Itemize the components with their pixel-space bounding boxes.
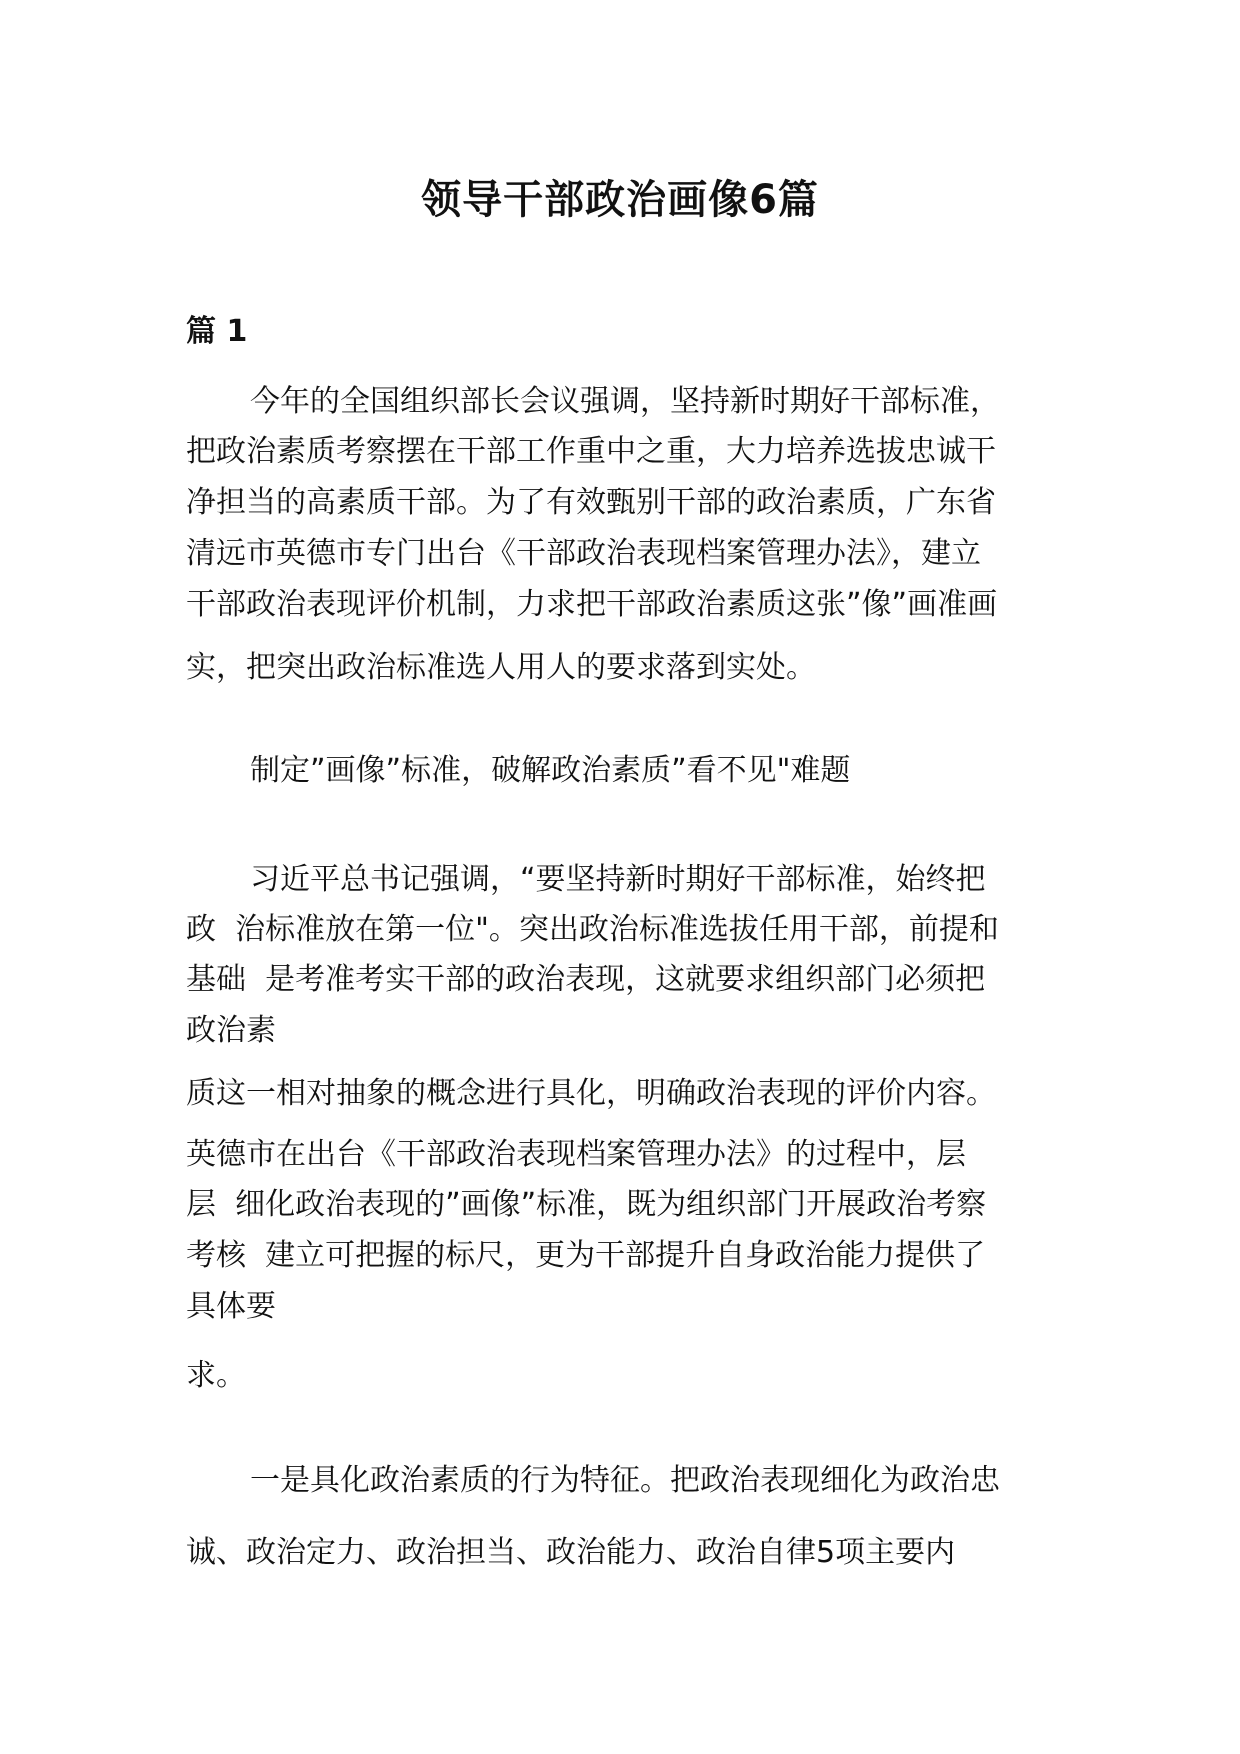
paragraph-line: 考核 建立可把握的标尺，更为干部提升自身政治能力提供了 [186, 1238, 986, 1273]
paragraph-line: 净担当的高素质干部。为了有效甄别干部的政治素质，广东省 [186, 485, 996, 520]
paragraph-line: 清远市英德市专门出台《干部政治表现档案管理办法》，建立 [186, 536, 981, 571]
paragraph-line: 一是具化政治素质的行为特征。把政治表现细化为政治忠 [250, 1463, 1000, 1498]
paragraph-line: 求。 [186, 1358, 246, 1393]
paragraph-line: 具体要 [186, 1289, 276, 1324]
paragraph-line: 今年的全国组织部长会议强调，坚持新时期好干部标准， [250, 384, 1000, 419]
paragraph-line: 英德市在出台《干部政治表现档案管理办法》的过程中，层 [186, 1137, 966, 1172]
paragraph-line: 政 治标准放在第一位"。突出政治标准选拔任用干部，前提和 [186, 912, 999, 947]
paragraph-line: 把政治素质考察摆在干部工作重中之重，大力培养选拔忠诚干 [186, 434, 996, 469]
section-heading: 篇 1 [186, 314, 248, 349]
subheading-line: 制定”画像”标准，破解政治素质”看不见"难题 [250, 753, 851, 788]
paragraph-line: 质这一相对抽象的概念进行具化，明确政治表现的评价内容。 [186, 1076, 996, 1111]
paragraph-line: 层 细化政治表现的”画像”标准，既为组织部门开展政治考察 [186, 1187, 987, 1222]
paragraph-line: 干部政治表现评价机制，力求把干部政治素质这张”像”画准画 [186, 587, 998, 622]
paragraph-line: 政治素 [186, 1013, 276, 1048]
paragraph-line: 诚、政治定力、政治担当、政治能力、政治自律5项主要内 [186, 1535, 956, 1570]
document-title: 领导干部政治画像6篇 [421, 177, 819, 223]
paragraph-line: 习近平总书记强调，“要坚持新时期好干部标准，始终把 [250, 862, 986, 897]
paragraph-line: 基础 是考准考实干部的政治表现，这就要求组织部门必须把 [186, 962, 986, 997]
paragraph-line: 实，把突出政治标准选人用人的要求落到实处。 [186, 650, 816, 685]
